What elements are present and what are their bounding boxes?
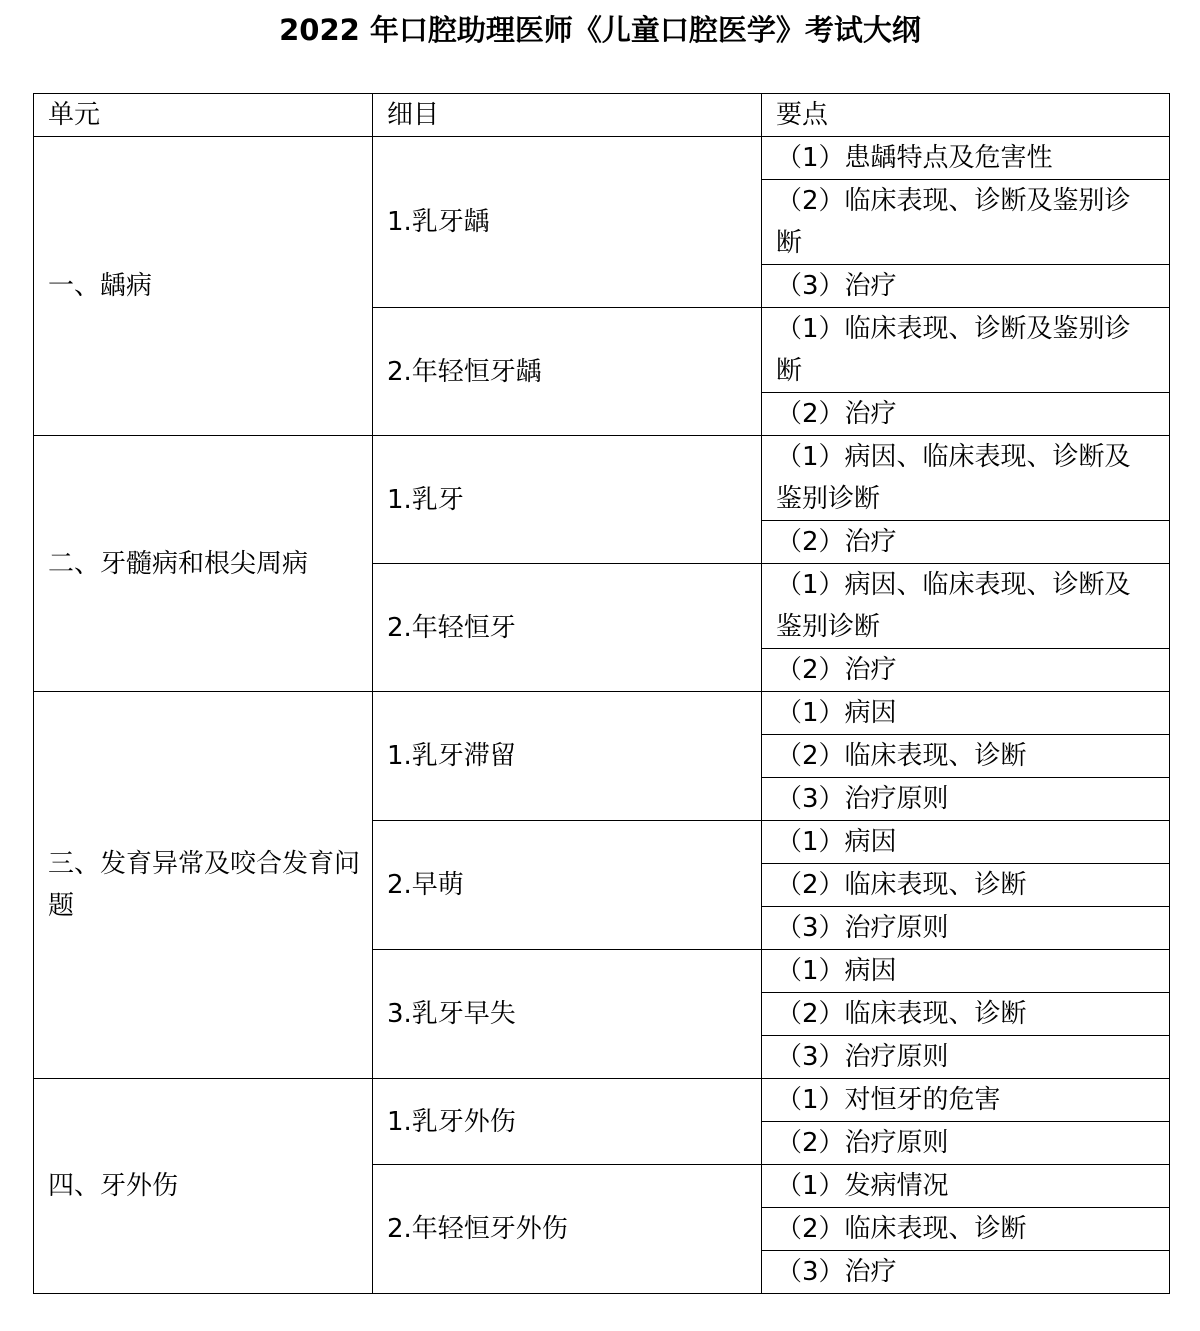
point-cell: （1）患龋特点及危害性 — [762, 137, 1170, 180]
point-cell: （3）治疗 — [762, 265, 1170, 308]
item-cell: 3.乳牙早失 — [373, 950, 762, 1079]
table-row — [34, 692, 1170, 735]
unit-cell: 二、牙髓病和根尖周病 — [34, 436, 373, 692]
item-cell: 2.年轻恒牙外伤 — [373, 1165, 762, 1294]
point-cell: （2）治疗原则 — [762, 1122, 1170, 1165]
point-cell: （1）病因 — [762, 950, 1170, 993]
table-header-row — [34, 94, 1170, 137]
header-unit: 单元 — [34, 94, 373, 137]
point-cell: （2）治疗 — [762, 649, 1170, 692]
item-cell: 1.乳牙龋 — [373, 137, 762, 308]
point-cell: （1）病因、临床表现、诊断及鉴别诊断 — [762, 564, 1170, 649]
unit-cell: 一、龋病 — [34, 137, 373, 436]
point-cell: （2）临床表现、诊断 — [762, 1208, 1170, 1251]
point-cell: （1）临床表现、诊断及鉴别诊断 — [762, 308, 1170, 393]
point-cell: （3）治疗原则 — [762, 907, 1170, 950]
point-cell: （2）临床表现、诊断及鉴别诊断 — [762, 180, 1170, 265]
header-points: 要点 — [762, 94, 1170, 137]
point-cell: （3）治疗 — [762, 1251, 1170, 1294]
table-row — [34, 436, 1170, 521]
point-cell: （1）病因 — [762, 692, 1170, 735]
item-cell: 1.乳牙 — [373, 436, 762, 564]
item-cell: 1.乳牙外伤 — [373, 1079, 762, 1165]
table-row — [34, 137, 1170, 180]
point-cell: （2）治疗 — [762, 521, 1170, 564]
point-cell: （1）病因、临床表现、诊断及鉴别诊断 — [762, 436, 1170, 521]
item-cell: 2.早萌 — [373, 821, 762, 950]
syllabus-table — [33, 93, 1170, 1294]
point-cell: （2）临床表现、诊断 — [762, 864, 1170, 907]
unit-cell: 四、牙外伤 — [34, 1079, 373, 1294]
point-cell: （2）临床表现、诊断 — [762, 993, 1170, 1036]
header-item: 细目 — [373, 94, 762, 137]
document-title: 2022 年口腔助理医师《儿童口腔医学》考试大纲 — [279, 13, 921, 47]
item-cell: 2.年轻恒牙 — [373, 564, 762, 692]
unit-cell: 三、发育异常及咬合发育问题 — [34, 692, 373, 1079]
item-cell: 2.年轻恒牙龋 — [373, 308, 762, 436]
point-cell: （3）治疗原则 — [762, 1036, 1170, 1079]
point-cell: （2）治疗 — [762, 393, 1170, 436]
point-cell: （1）病因 — [762, 821, 1170, 864]
point-cell: （1）发病情况 — [762, 1165, 1170, 1208]
table-row — [34, 1079, 1170, 1122]
item-cell: 1.乳牙滞留 — [373, 692, 762, 821]
point-cell: （3）治疗原则 — [762, 778, 1170, 821]
point-cell: （1）对恒牙的危害 — [762, 1079, 1170, 1122]
point-cell: （2）临床表现、诊断 — [762, 735, 1170, 778]
